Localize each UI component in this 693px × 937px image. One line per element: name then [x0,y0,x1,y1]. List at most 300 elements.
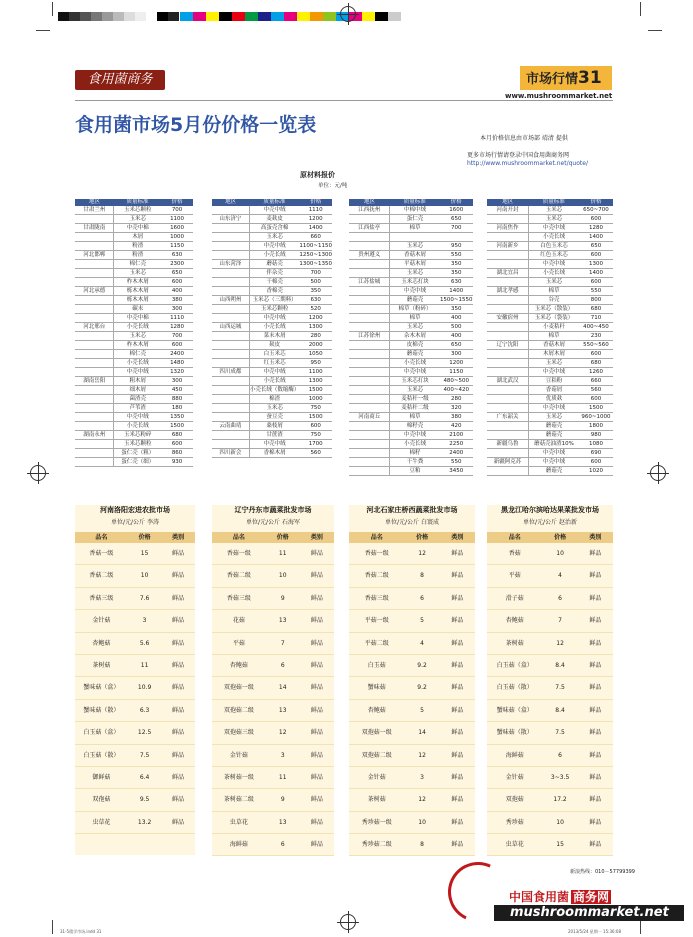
table-row [212,296,332,305]
calibration-swatch [284,12,297,21]
table-row [349,233,473,242]
region-cell: 新疆阿克苏 [487,458,529,467]
product-price: 12.5 [137,729,152,737]
region-cell [349,457,390,466]
price-cell: 1110 [299,206,332,215]
price-cell: 1100 [299,368,332,377]
quality-cell [390,233,440,242]
quality-cell: 棉草 [390,224,440,233]
region-cell [349,322,390,331]
product-price: 7.6 [139,594,150,602]
product-category: 鲜品 [451,639,464,647]
market-unit: 单位/元/公斤 赵治新 [523,519,577,526]
product-category: 鲜品 [589,751,602,759]
market-row [75,588,195,610]
product-name: 香菇三级 [364,594,389,602]
region-cell [75,242,114,251]
price-cell: 1500 [161,422,193,431]
region-cell [349,215,390,224]
quality-cell: 蛋仁壳（粗） [114,449,161,458]
table-row [487,413,613,422]
more-info-line: 更多市场行情请登录中国食用菌商务网 [467,152,570,159]
product-category: 鲜品 [589,617,602,625]
product-price: 9.2 [417,661,427,669]
product-price: 11 [278,550,287,557]
product-category: 鲜品 [172,796,185,804]
quality-cell: 蘑菇壳 [249,260,299,269]
product-category: 鲜品 [451,751,464,759]
product-category: 鲜品 [589,639,602,647]
quality-cell: 玉米芯 [529,215,579,224]
quality-cell: 玉米芯 [390,322,440,331]
gray-calibration-bar [58,12,179,21]
calibration-swatch [232,12,245,21]
price-cell: 280 [440,394,474,403]
region-cell [487,233,529,242]
market-row [349,722,475,744]
table-row [349,340,473,349]
product-price: 4 [558,572,562,580]
quality-cell: 小壳长绒 [249,251,299,260]
region-cell [212,386,249,395]
price-cell: 180 [161,404,193,413]
region-cell [487,296,529,305]
market-row [487,633,613,655]
region-cell [212,224,249,233]
table-header-cell: 地区 [212,199,249,206]
price-cell: 1600 [440,206,474,215]
table-row [212,278,332,287]
region-cell [349,349,390,358]
brand-name-cn [509,888,611,905]
price-cell: 300 [161,377,193,386]
price-cell: 880 [161,395,193,404]
calibration-swatch [206,12,219,21]
brand-cn-text: 中国食用菌 [509,890,570,904]
table-row [487,458,613,467]
table-header-cell: 地区 [75,199,114,206]
market-row [212,633,334,655]
source-line: 本月价格信息由市场部 靖清 提供 [480,135,568,142]
market-header-row [75,532,195,543]
market-row [75,610,195,632]
product-name: 香菇一级 [226,550,251,557]
crop-mark [52,2,53,16]
region-cell [75,368,114,377]
quality-cell: 麦秸秆二级 [390,403,440,412]
calibration-swatch [258,12,271,21]
quality-cell: 棉草 [529,332,579,341]
table-header-cell: 价格 [579,199,613,206]
quality-cell: 木屑木屑 [529,350,579,359]
product-price: 6.3 [139,706,150,714]
price-cell: 450 [161,386,193,395]
product-name: 蟹味菇（盒） [496,706,533,714]
table-row [349,215,473,224]
price-cell: 1100~1150 [299,243,332,250]
region-cell [75,314,114,323]
product-price: 3 [420,773,424,781]
product-category: 鲜品 [172,684,185,692]
price-cell: 2000 [299,341,332,350]
table-header-cell: 地区 [487,199,529,206]
product-price: 9.5 [139,796,150,804]
price-cell: 600 [299,422,332,431]
price-cell: 860 [161,449,193,458]
region-cell [75,422,114,431]
market-row [349,610,475,632]
product-price: 4 [420,639,424,647]
product-category: 鲜品 [172,751,185,759]
market-header-cell: 品名 [508,534,521,541]
table-row [212,314,332,323]
product-category: 鲜品 [310,617,323,625]
product-price: 13 [278,818,287,826]
table-row [75,332,193,341]
market-row [212,745,334,767]
quality-cell: 玉米芯 [529,413,579,422]
market-row [75,677,195,699]
price-cell: 320 [440,403,474,412]
table-row [487,377,613,386]
region-cell [212,206,249,215]
region-cell: 山东菏泽 [212,260,249,269]
price-cell: 500 [440,322,474,331]
registration-mark-top [340,6,356,22]
quality-cell: 杂木木屑 [390,331,440,340]
table-row [487,341,613,350]
product-price: 17.2 [553,796,567,804]
region-cell: 河北邯郸 [75,251,114,260]
quality-cell: 中壳中绒 [529,404,579,413]
price-cell: 750 [299,431,332,440]
header-divider [75,100,613,101]
quality-cell: 柞木木屑 [114,278,161,287]
table-row [212,350,332,359]
quality-cell: 玉米芯粉碎 [114,431,161,440]
table-row [487,233,613,242]
product-category: 鲜品 [451,661,464,669]
region-cell [487,350,529,359]
region-cell [75,278,114,287]
price-cell: 700 [161,206,193,215]
product-category: 鲜品 [451,729,464,737]
product-category: 鲜品 [310,661,323,669]
quality-cell: 蘑菇壳 [529,422,579,431]
market-row [75,633,195,655]
region-cell: 甘肃兰州 [75,206,114,215]
calibration-swatch [113,12,124,21]
product-category: 鲜品 [310,572,323,580]
product-category: 鲜品 [172,639,185,647]
quality-cell: 栎木木屑 [114,296,161,305]
table-row [349,241,473,250]
price-cell: 1000 [161,233,193,242]
product-price: 13 [278,617,287,625]
table-row [349,430,473,439]
market-row [349,812,475,834]
table-header-cell: 价格 [299,199,332,206]
product-name: 香菇一级 [364,550,389,557]
table-row [349,412,473,421]
product-name: 海鲜菇 [505,751,524,759]
product-name: 秀珍菇 [505,818,524,826]
calibration-swatch [362,12,375,21]
price-cell: 660 [579,377,613,386]
region-cell: 广东韶关 [487,413,529,422]
price-cell: 650 [440,215,474,224]
region-cell: 云南曲靖 [212,422,249,431]
quality-cell: 玉米芯颗粒 [249,305,299,314]
quality-cell: 干棉壳 [249,278,299,287]
quality-cell: 菌渣壳 [114,395,161,404]
table-row [487,368,613,377]
region-cell [349,286,390,295]
table-row [212,395,332,404]
price-cell: 1400 [579,233,613,242]
table-header-cell: 价格 [161,199,193,206]
market-title: 辽宁丹东市蔬菜批发市场 [234,506,312,514]
product-name: 茶树菇 [92,661,111,669]
quality-cell: 玉米芯 [529,206,579,215]
product-name: 杏鲍菇 [367,706,386,714]
region-cell: 山东济宁 [212,215,249,224]
product-name: 香菇二级 [89,572,114,580]
product-category: 鲜品 [172,594,185,602]
market-row [75,767,195,789]
product-price: 8 [420,841,424,849]
market-header-cell: 类别 [589,534,602,541]
more-info-url[interactable]: http://www.mushroommarket.net/quote/ [467,160,588,167]
product-price: 6 [420,594,424,602]
quality-cell: 蛋仁壳 [390,215,440,224]
product-name: 白玉菇（散） [83,751,120,759]
quality-cell: 小壳长绒 [529,233,579,242]
product-category: 鲜品 [310,639,323,647]
market-header-row [349,532,475,543]
table-row [75,305,193,314]
quality-cell: 中壳中绒 [249,368,299,377]
price-cell: 630 [161,251,193,260]
region-cell: 山西运城 [212,323,249,332]
market-row [75,565,195,587]
table-row [212,386,332,395]
market-row [487,588,613,610]
region-cell [487,368,529,377]
quality-cell: 玉米芯 [529,359,579,368]
table-row [487,206,613,215]
product-category: 鲜品 [172,661,185,669]
table-row [349,206,473,215]
price-cell: 1100 [161,215,193,224]
market-row [75,700,195,722]
product-name: 蟹味菇（盒） [83,684,120,692]
product-price: 7.5 [555,729,565,737]
registration-mark-bottom [340,914,356,930]
market-header-cell: 类别 [310,534,323,541]
registration-mark-right [650,465,666,481]
product-category: 鲜品 [310,594,323,602]
table-row [349,313,473,322]
quality-cell: 红玉米芯 [249,359,299,368]
region-cell: 湖南永州 [75,431,114,440]
table-row [349,466,473,475]
quality-cell: 玉米芯打块 [390,277,440,286]
calibration-swatch [271,12,284,21]
table-row [349,277,473,286]
table-row [487,440,613,449]
region-cell [349,304,390,313]
crop-mark [640,2,641,16]
market-row [212,588,334,610]
product-category: 鲜品 [589,550,602,557]
product-category: 鲜品 [451,550,464,557]
market-header-cell: 品名 [232,534,245,541]
price-cell: 560 [299,449,332,458]
product-category: 鲜品 [172,706,185,714]
price-cell: 1050 [299,350,332,359]
region-cell [349,358,390,367]
calibration-swatch [146,12,157,21]
price-cell: 400 [440,331,474,340]
table-row [75,296,193,305]
price-cell: 930 [161,458,193,467]
table-row [212,260,332,269]
region-cell [349,241,390,250]
quality-cell: 豆秸粉 [529,377,579,386]
market-row [212,700,334,722]
product-price: 8.4 [555,706,565,714]
quality-cell: 小壳长绒 [249,377,299,386]
product-price: 10 [278,572,287,580]
quality-cell: 蘑菇壳 [390,295,440,304]
region-cell [349,376,390,385]
quality-cell: 中壳中绒 [249,314,299,323]
market-row [349,834,475,856]
section-name: 市场行情 [526,72,579,87]
table-row [75,368,193,377]
product-category: 鲜品 [451,617,464,625]
market-header-cell: 品名 [95,534,108,541]
quality-cell: 中壳中绒 [249,242,299,251]
table-row [212,431,332,440]
product-price: 14 [418,729,426,737]
market-row [487,812,613,834]
price-cell: 1500 [299,386,332,395]
brand-cn-bold: 商务网 [573,890,610,904]
product-name: 金针菇 [229,751,248,759]
price-cell: 1000 [299,395,332,404]
region-cell [487,431,529,440]
quality-cell: 蘑菇壳 [529,431,579,440]
price-cell: 660 [299,233,332,242]
quality-cell: 玉米芯 [249,404,299,413]
table-row [75,422,193,431]
quality-cell: 中壳中绒 [114,413,161,422]
raw-material-unit: 单位：元/吨 [318,183,348,189]
table-row [212,269,332,278]
market-row [487,543,613,565]
product-category: 鲜品 [310,773,323,781]
quality-cell: 皮棉壳 [390,340,440,349]
quality-cell: 柞木木屑 [114,341,161,350]
price-cell: 400 [161,287,193,296]
market-row [75,745,195,767]
quality-cell: 小壳长绒 [114,359,161,368]
product-name: 茶树菇 [367,796,386,804]
brand-name-en[interactable]: mushroommarket.net [494,905,684,921]
region-cell [212,341,249,350]
region-cell [75,341,114,350]
quality-cell: 白色玉米芯 [529,242,579,251]
price-cell: 350 [440,304,474,313]
product-category: 鲜品 [589,841,602,849]
region-cell [75,449,114,458]
price-cell: 700 [440,224,474,233]
price-cell: 960~1000 [579,413,613,422]
product-price: 15 [140,550,149,557]
quality-cell: 玉米芯（散装） [529,305,579,314]
quality-cell: 中壳中棉 [114,314,161,323]
price-cell: 380 [161,296,193,305]
table-row [487,332,613,341]
region-cell [349,367,390,376]
quality-cell: 棉渣 [249,395,299,404]
market-row [487,565,613,587]
price-cell: 1200 [440,358,474,367]
product-category: 鲜品 [172,550,185,557]
product-name: 双孢菇 [92,796,111,804]
product-category: 鲜品 [589,684,602,692]
region-cell [487,422,529,431]
table-row [349,268,473,277]
price-cell: 1600 [161,224,193,233]
market-header-cell: 品名 [370,534,383,541]
product-name: 蟹味菇（散） [83,706,120,714]
product-name: 白玉菇 [367,661,386,669]
table-row [487,422,613,431]
price-cell: 680 [161,431,193,440]
price-cell: 420 [440,421,474,430]
table-row [75,341,193,350]
price-cell: 230 [579,332,613,341]
market-row [75,655,195,677]
quality-cell: 桑枝屑 [249,422,299,431]
quality-cell: 中壳中绒 [249,440,299,449]
quality-cell: 中壳中绒 [390,430,440,439]
table-row [75,386,193,395]
market-price-table-2 [212,505,334,855]
table-row [75,458,193,467]
table-row [75,242,193,251]
product-category: 鲜品 [451,773,464,781]
price-cell: 550~560 [579,341,613,350]
quality-cell: 玉米芯打块 [390,376,440,385]
product-price: 12 [418,796,426,804]
crop-mark [640,920,641,934]
price-cell: 1400 [440,286,474,295]
calibration-swatch [135,12,146,21]
region-cell [349,394,390,403]
region-cell [75,386,114,395]
market-row [212,834,334,856]
quality-cell: 小壳长绒 [249,323,299,332]
price-cell: 520 [299,305,332,314]
region-cell: 辽宁沈阳 [487,341,529,350]
table-row [349,224,473,233]
table-row [349,439,473,448]
crop-mark [52,920,53,934]
